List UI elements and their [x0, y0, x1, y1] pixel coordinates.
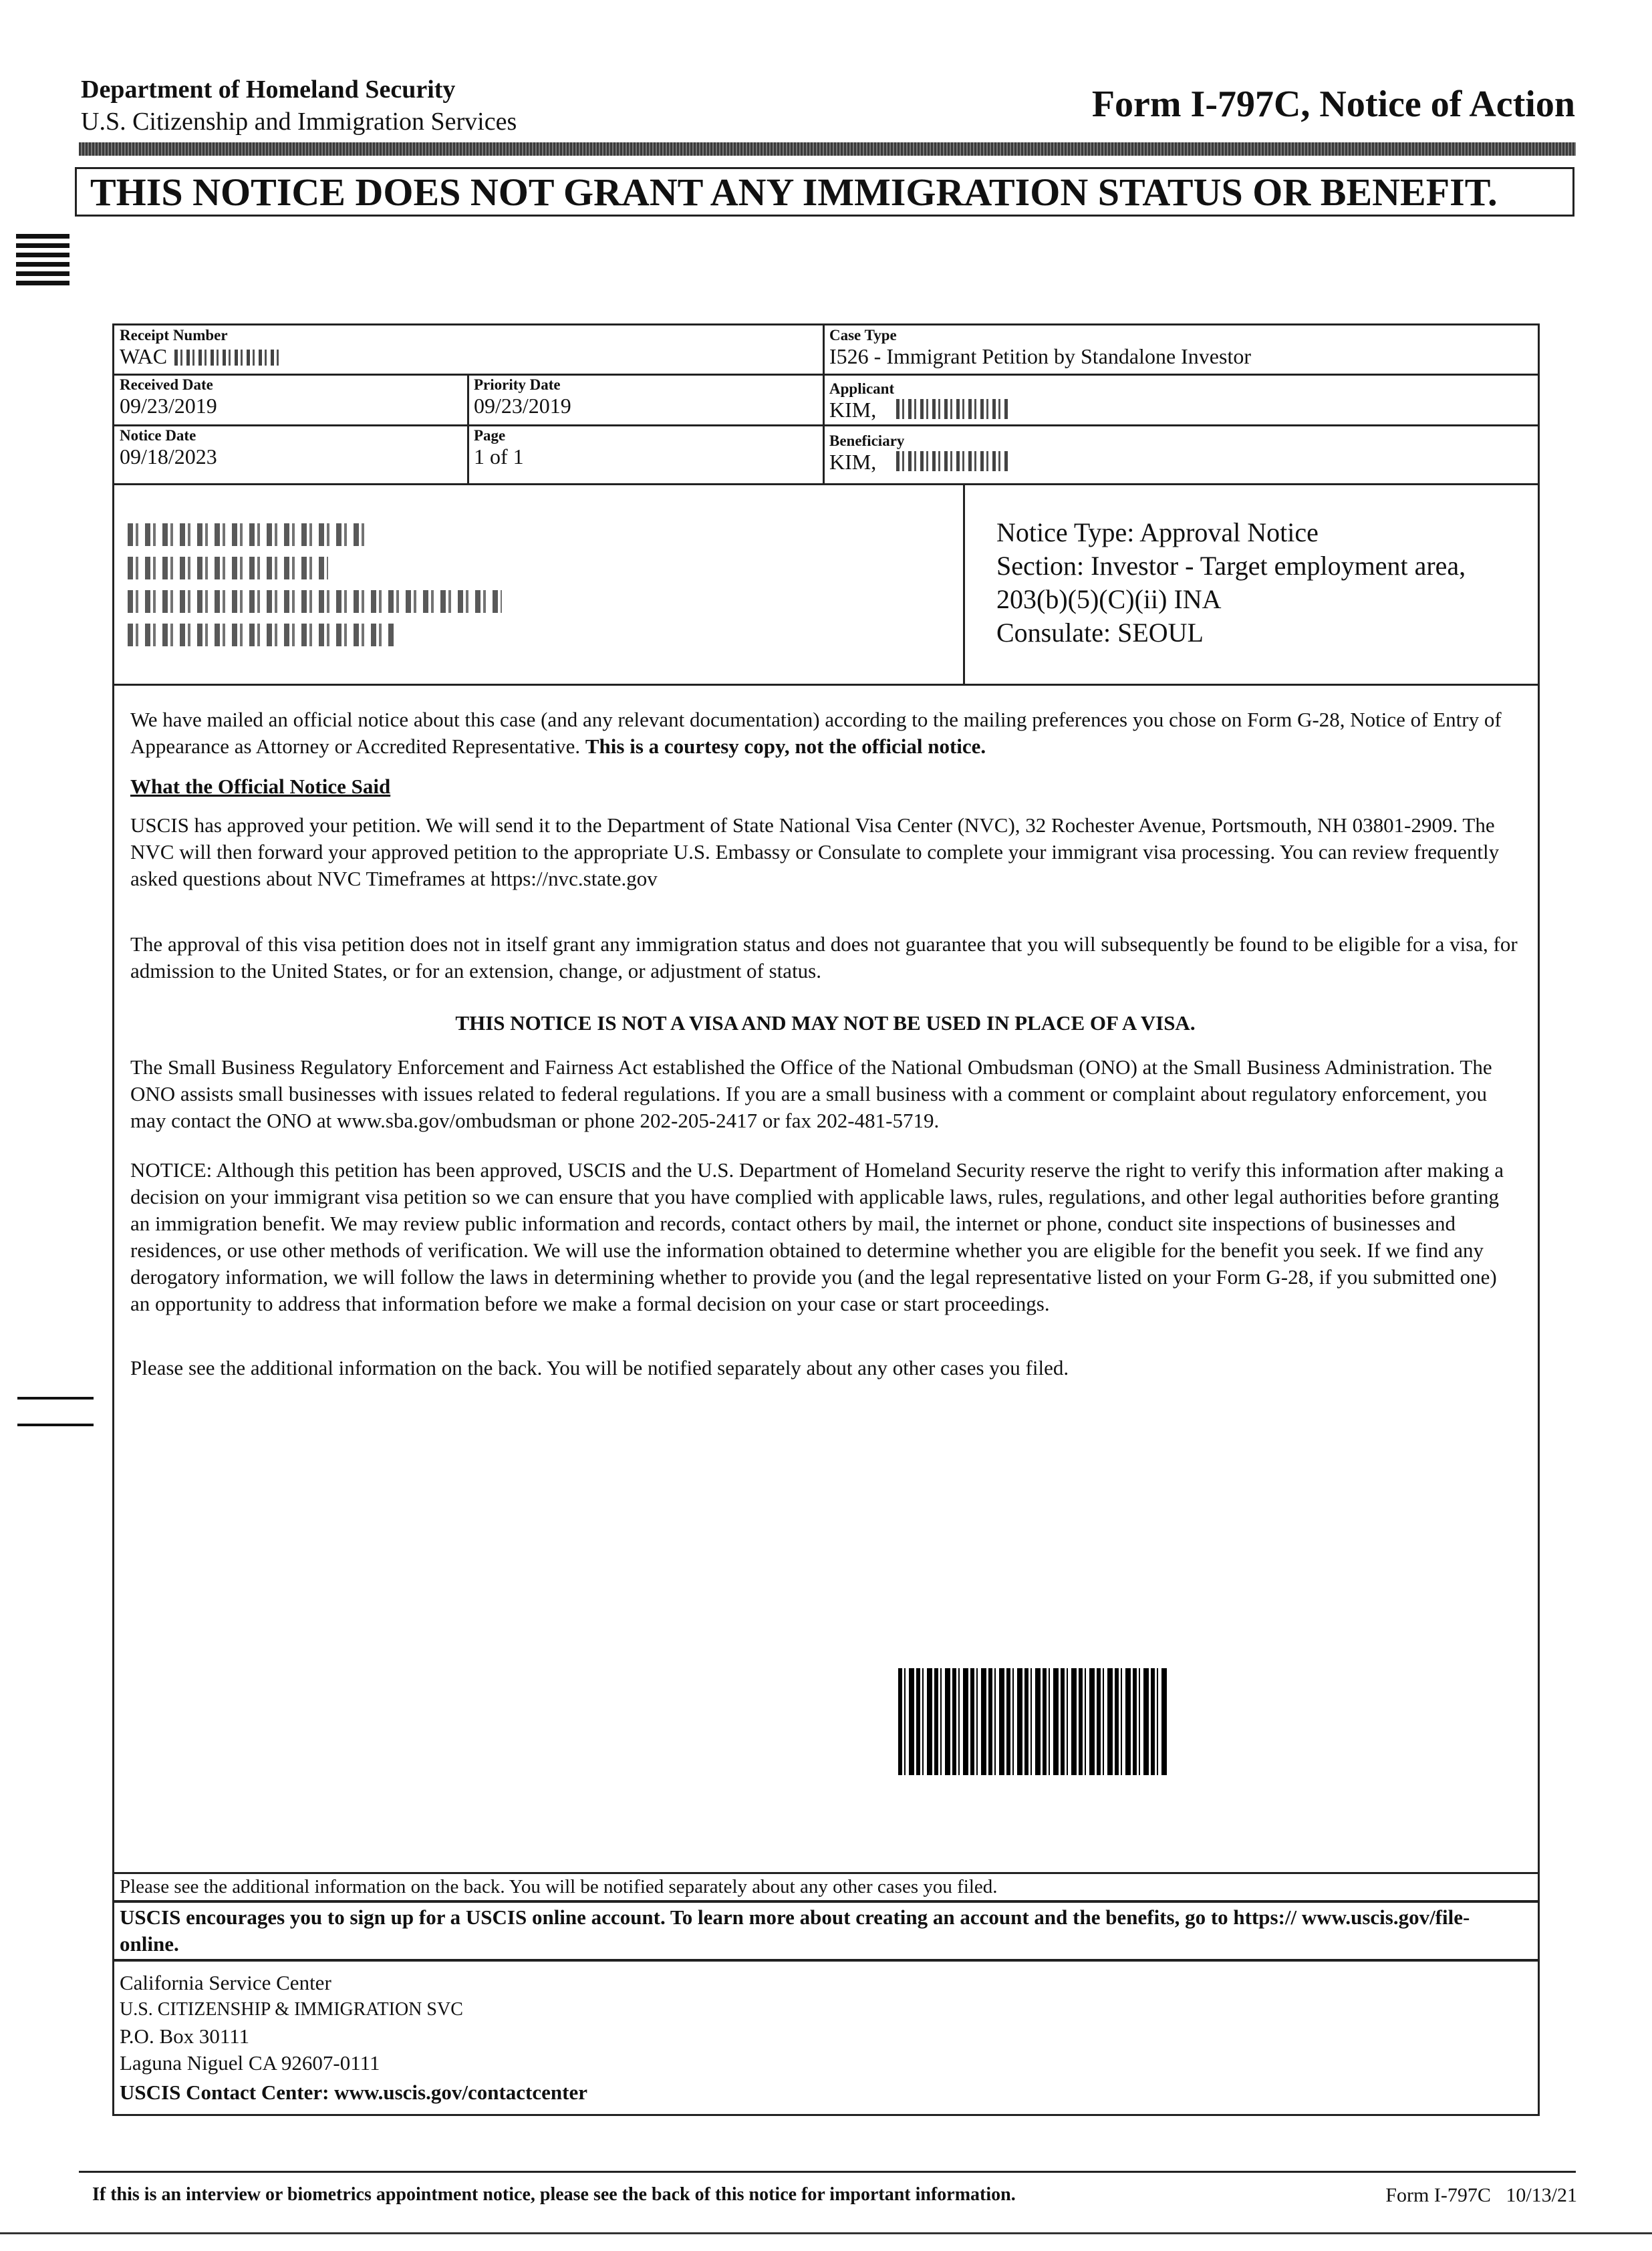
page-label: Page: [474, 427, 506, 444]
footer-note: If this is an interview or biometrics appointment notice, please see the back of this notice for important information.: [92, 2184, 1016, 2205]
grid-line: [467, 374, 469, 483]
approved-paragraph: USCIS has approved your petition. We will send it to the Department of State National Visa Center (NVC), 32 Rochester Avenue, Portsmouth, NH 03801-2909. The NVC will then forward your approved petition to the appropriate U.S. Embassy or Consulate to complete your immigrant visa processing. You can review frequently asked questions about NVC Timeframes at https://nvc.state.gov: [130, 813, 1500, 890]
notice-date-value: 09/18/2023: [120, 444, 217, 469]
notice-type: Notice Type: Approval Notice: [996, 517, 1319, 547]
notice-section: Section: Investor - Target employment area,: [996, 551, 1466, 581]
form-edition: Form I-797C 10/13/21: [1385, 2184, 1577, 2206]
mailed-intro: We have mailed an official notice about this case (and any relevant documentation) according to the mailing preferences you chose on Form G-28, Notice of Entry of Appearance as Attorney or Accredited Representative.: [130, 708, 1502, 758]
case-type-value: I526 - Immigrant Petition by Standalone Investor: [829, 344, 1251, 368]
grid-line: [823, 325, 825, 483]
barcode: [898, 1668, 1167, 1775]
mailed-paragraph: [130, 706, 1520, 760]
case-type-label: Case Type: [829, 327, 897, 344]
grid-line: [963, 483, 965, 684]
service-center-line2: U.S. CITIZENSHIP & IMMIGRATION SVC: [120, 1999, 463, 2020]
grid-line: [114, 1959, 1538, 1962]
grid-line: [114, 1872, 1538, 1874]
notice-consulate: Consulate: SEOUL: [996, 618, 1204, 648]
service-center-po-box: P.O. Box 30111: [120, 2024, 250, 2048]
scan-marks: [16, 234, 70, 290]
notice-box: [112, 323, 1540, 2116]
grid-line: [114, 684, 1538, 686]
redacted-applicant-name: [896, 399, 1010, 419]
receipt-number-value: WAC: [120, 344, 168, 368]
see-back-note: Please see the additional information on the back. You will be notified separately about any other cases you filed.: [130, 1356, 1069, 1379]
margin-mark: [17, 1397, 94, 1400]
grid-line: [114, 374, 1538, 376]
not-a-visa-notice: THIS NOTICE IS NOT A VISA AND MAY NOT BE USED IN PLACE OF A VISA.: [455, 1011, 1196, 1035]
agency-name: U.S. Citizenship and Immigration Services: [81, 108, 517, 136]
redacted-beneficiary-name: [896, 451, 1010, 471]
form-title: Form I-797C, Notice of Action: [1091, 84, 1575, 125]
received-date-value: 09/23/2019: [120, 394, 217, 418]
service-center-city: Laguna Niguel CA 92607-0111: [120, 2051, 380, 2075]
courtesy-copy-note: This is a courtesy copy, not the official notice.: [585, 735, 986, 758]
department-name: Department of Homeland Security: [81, 76, 456, 104]
online-account-note: USCIS encourages you to sign up for a USCIS online account. To learn more about creating an account and the benefits, go to https:// www.uscis.gov/file-online.: [120, 1905, 1470, 1956]
applicant-label: Applicant: [829, 380, 895, 397]
priority-date-label: Priority Date: [474, 376, 561, 393]
official-notice-heading: What the Official Notice Said: [130, 775, 391, 798]
header-divider: [79, 142, 1576, 156]
receipt-number-label: Receipt Number: [120, 327, 228, 344]
beneficiary-value: KIM,: [829, 450, 877, 474]
status-warning-banner: THIS NOTICE DOES NOT GRANT ANY IMMIGRATION STATUS OR BENEFIT.: [75, 167, 1574, 217]
approval-disclaimer: The approval of this visa petition does not in itself grant any immigration status and does not guarantee that you will subsequently be found to be eligible for a visa, for admission to the United States, or for an extension, change, or adjustment of status.: [130, 932, 1518, 982]
redacted-receipt-number: [174, 350, 281, 366]
contact-center: USCIS Contact Center: www.uscis.gov/contactcenter: [120, 2081, 587, 2104]
bottom-see-back: Please see the additional information on the back. You will be notified separately about any other cases you filed.: [120, 1876, 998, 1897]
verification-notice: NOTICE: Although this petition has been approved, USCIS and the U.S. Department of Homeland Security reserve the right to verify this information after making a decision on your immigrant visa petition so we can ensure that you have complied with applicable laws, rules, regulations, and other legal authorities before granting an immigration benefit. We may review public information and records, contact others by mail, the internet or phone, conduct site inspections of businesses and residences, or use other methods of verification. We will use the information obtained to determine whether you are eligible for the benefit you seek. If we find any derogatory information, we will follow the laws in determining whether to provide you (and the legal representative listed on your Form G-28, if you submitted one) an opportunity to address that information before we make a formal decision on your case or start proceedings.: [130, 1158, 1504, 1315]
service-center-name: California Service Center: [120, 1971, 331, 1994]
applicant-value: KIM,: [829, 398, 877, 422]
notice-section-code: 203(b)(5)(C)(ii) INA: [996, 584, 1222, 614]
grid-line: [114, 483, 1538, 485]
footer-divider: [79, 2171, 1576, 2173]
notice-date-label: Notice Date: [120, 427, 196, 444]
page-bottom-line: [0, 2232, 1652, 2234]
priority-date-value: 09/23/2019: [474, 394, 571, 418]
grid-line: [114, 424, 1538, 426]
beneficiary-label: Beneficiary: [829, 432, 905, 449]
page-value: 1 of 1: [474, 444, 524, 469]
ombudsman-paragraph: The Small Business Regulatory Enforcement and Fairness Act established the Office of the National Ombudsman (ONO) at the Small Business Administration. The ONO assists small businesses with issues related to federal regulations. If you are a small business with a comment or complaint about regulatory enforcement, you may contact the ONO at www.sba.gov/ombudsman or phone 202-205-2417 or fax 202-481-5719.: [130, 1055, 1492, 1132]
grid-line: [114, 1900, 1538, 1903]
received-date-label: Received Date: [120, 376, 213, 393]
margin-mark: [17, 1424, 94, 1426]
